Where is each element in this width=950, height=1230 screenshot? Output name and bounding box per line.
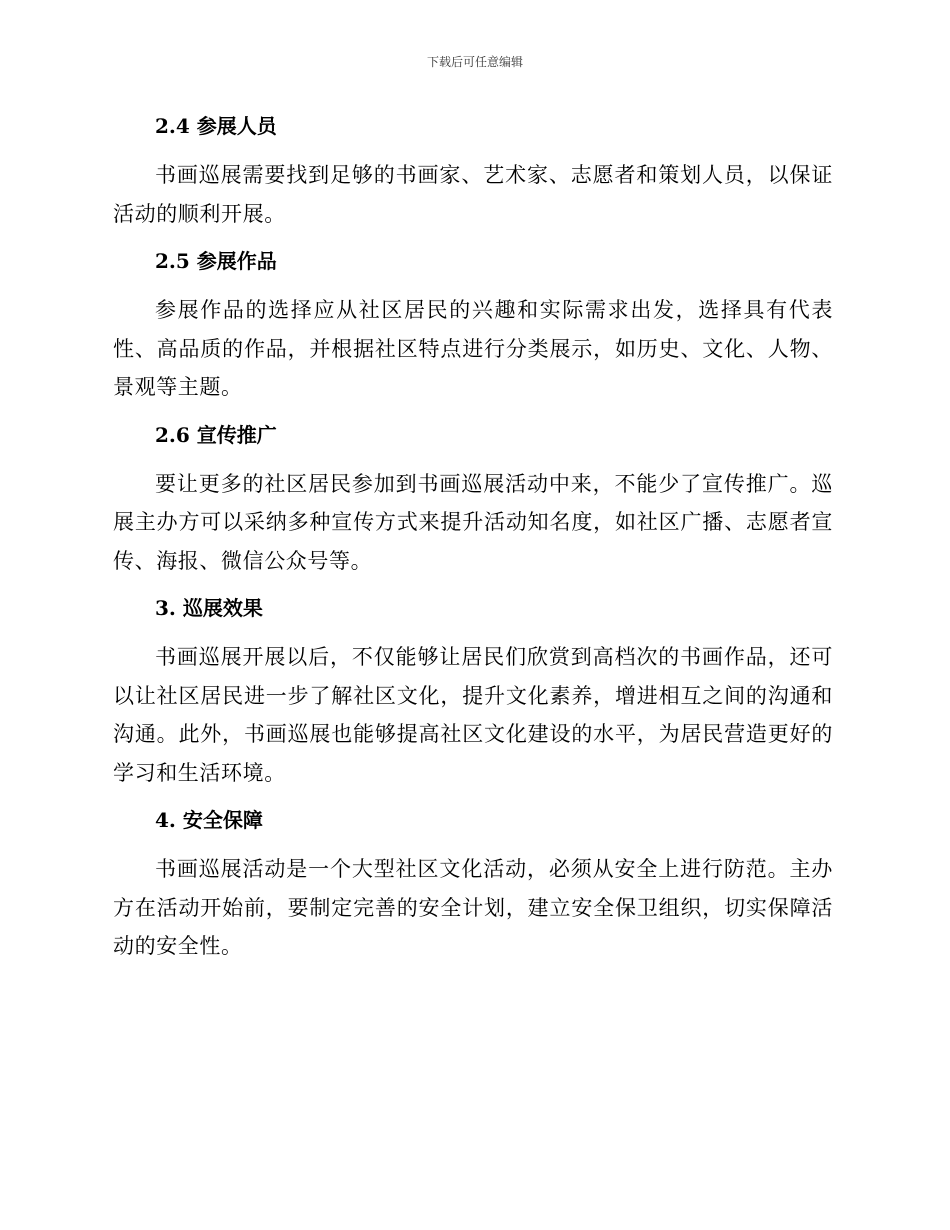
section-paragraph: 参展作品的选择应从社区居民的兴趣和实际需求出发，选择具有代表性、高品质的作品，并根据社区特点进行分类展示，如历史、文化、人物、景观等主题。 (113, 298, 833, 399)
section-paragraph: 书画巡展需要找到足够的书画家、艺术家、志愿者和策划人员，以保证活动的顺利开展。 (113, 163, 833, 226)
section-heading: 4. 安全保障 (155, 808, 263, 832)
section-paragraph: 书画巡展活动是一个大型社区文化活动，必须从安全上进行防范。主办方在活动开始前，要制定完善的安全计划，建立安全保卫组织，切实保障活动的安全性。 (113, 857, 833, 958)
section-effects (113, 592, 833, 792)
section-paragraph: 书画巡展开展以后，不仅能够让居民们欣赏到高档次的书画作品，还可以让社区居民进一步了解社区文化，提升文化素养，增进相互之间的沟通和沟通。此外，书画巡展也能够提高社区文化建设的水平，为居民营造更好的学习和生活环境。 (113, 645, 833, 785)
section-paragraph: 要让更多的社区居民参加到书画巡展活动中来，不能少了宣传推广。巡展主办方可以采纳多种宣传方式来提升活动知名度，如社区广播、志愿者宣传、海报、微信公众号等。 (113, 471, 833, 573)
page-header: 下载后可任意编辑 (426, 55, 523, 69)
section-exhibits (113, 245, 833, 407)
section-participants (113, 110, 833, 233)
document-body (113, 110, 833, 978)
section-heading: 2.4 参展人员 (155, 114, 277, 138)
section-promotion (113, 419, 833, 581)
section-heading: 2.6 宣传推广 (155, 422, 277, 447)
section-heading: 3. 巡展效果 (155, 596, 263, 620)
section-safety (113, 804, 833, 966)
section-heading: 2.5 参展作品 (155, 249, 277, 273)
